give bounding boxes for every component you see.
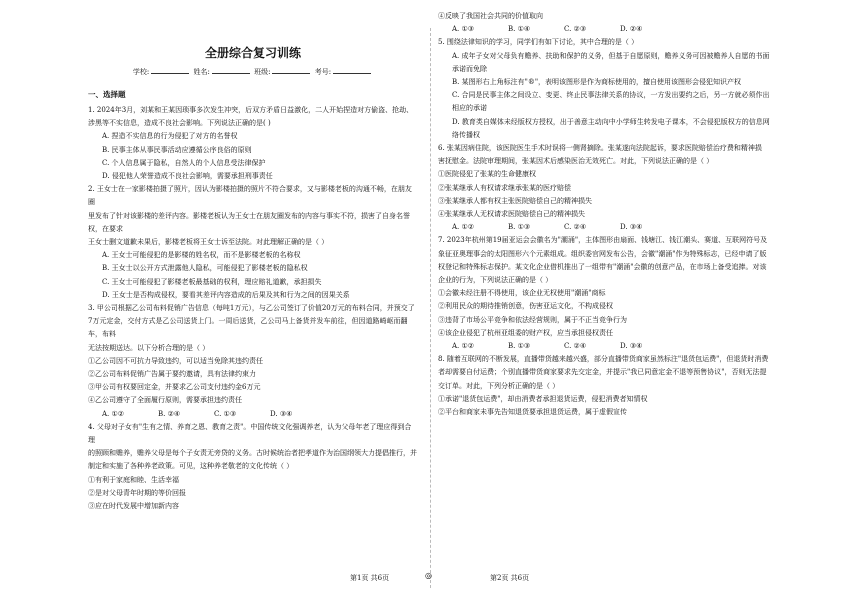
q5-option-c-line-2: 相应的承诺: [452, 104, 487, 113]
name-blank[interactable]: [212, 73, 250, 74]
question-8-line-3: 交订单。对此，下列分析正确的是（ ）: [438, 381, 560, 390]
question-7-line-1: 7. 2023年杭州第19届亚运会会徽名为"潮涌"，主体图形由扇面、钱塘江、钱江潮头、赛道、互联网符号及: [438, 236, 768, 245]
q4-option-c: C. ②③: [564, 25, 587, 34]
question-7-line-4: 企业的行为，下列说法正确的是（ ）: [438, 276, 553, 285]
question-7-line-3: 权登记和特殊标志保护。某文化企业借机推出了一组带有"潮涌"会徽的创意产品，在市场上备受追捧。对该: [438, 262, 767, 271]
q8-item-1: ①承诺"退货包运费"，却由消费者承担退货运费，侵犯消费者知情权: [438, 394, 648, 403]
q1-option-b: B. 民事主体从事民事活动应遵循公序良俗的原则: [102, 145, 252, 154]
q3-option-d: D. ③④: [270, 409, 293, 418]
question-2-line-2: 里发布了针对该影楼的差评内容。影楼老板认为王女士在朋友圈发布的内容与事实不符，损害了自身名誉权，在要求: [88, 211, 410, 233]
q2-option-a: A. 王女士可能侵犯的是影楼的姓名权，而不是影楼老板的名称权: [102, 251, 301, 260]
q4-item-1: ①有利于家庭和睦、生活幸福: [88, 475, 179, 484]
q6-options: [438, 221, 820, 234]
question-3-line-3: 无法按期送达。以下分析合理的是（ ）: [88, 343, 210, 352]
q6-option-b: B. ①③: [508, 223, 531, 232]
q1-option-a: A. 捏造不实信息的行为侵犯了对方的名誉权: [102, 132, 238, 141]
question-8-line-2: 者却需要自付运费；个别直播带货商家要求先交定金，并提示"我已同意定金不退等预售协议"，否则无法提: [438, 368, 767, 377]
q3-item-4: ④乙公司遵守了全面履行原则，需要承担违约责任: [88, 396, 242, 405]
exam-no-blank[interactable]: [333, 73, 371, 74]
question-4-line-1: 4. 父母对子女有"生有之情、养育之恩、教育之责"。中国传统文化强调养老，认为父母年老了理应得到合理: [88, 422, 412, 445]
name-label: 姓名:: [193, 68, 210, 76]
question-3-line-2: 7万元定金，交付方式是乙公司送货上门。一周后送货，乙公司马上备货并发车前往，但因道路崎岖而翻车，布料: [88, 317, 408, 339]
page-number-right: 第2页 共6页: [490, 574, 530, 582]
q4-item-4: ④反映了我国社会共同的价值取向: [438, 12, 543, 20]
q6-item-2: ②张某继承人有权请求继承张某的医疗赔偿: [438, 183, 571, 192]
q7-options: [438, 340, 820, 353]
q2-option-c: C. 王女士可能侵犯了影楼老板最基础的权利，理应赔礼道歉，承担损失: [102, 277, 322, 286]
q7-item-4: ④该企业侵犯了杭州亚组委的财产权，应当承担侵权责任: [438, 328, 613, 337]
q6-option-c: C. ②④: [564, 223, 587, 232]
question-7-line-2: 象征亚奥理事会的太阳图形六个元素组成。组织委官网发布公告，会徽"潮涌"作为特殊标志，已经申请了版: [438, 249, 767, 258]
school-blank[interactable]: [151, 73, 189, 74]
q7-item-1: ①会徽未经注册不得使用，该企业无权使用"潮涌"商标: [438, 289, 606, 298]
page-title: 全册综合复习训练: [204, 46, 301, 60]
q5-option-a-line-1: A. 成年子女对父母负有赡养、扶助和保护的义务，但基于自愿原则，赡养义务可因被赡养人自愿的书面: [452, 51, 770, 60]
question-3-line-1: 3. 甲公司根据乙公司布料促销广告信息（每吨1万元），与乙公司签订了价值20万元的布料合同，并预交了: [88, 304, 415, 313]
section-heading: 一、选择题: [88, 90, 126, 99]
question-4-line-3: 制定和实施了各种养老政策。可见，这种养老敬老的文化传统（ ）: [88, 462, 294, 471]
q5-option-d-line-1: D. 教育类自媒体未经版权方授权，出于善意主动向中小学师生转发电子课本，不会侵犯版权方的信息网: [452, 117, 770, 126]
q7-option-a: A. ①②: [452, 342, 475, 351]
question-4-line-2: 的照顾和赡养，赡养父母是每个子女责无旁贷的义务。古时候统治者把孝道作为治国纲领大力提倡推行，并: [88, 449, 417, 458]
student-info-fields: [88, 67, 418, 77]
exam-no-label: 考号:: [314, 68, 332, 76]
q6-item-1: ①医院侵犯了张某的生命健康权: [438, 170, 536, 179]
q6-option-a: A. ①②: [452, 223, 475, 232]
q6-item-4: ④张某继承人无权请求医院赔偿自己的精神损失: [438, 210, 585, 219]
q4-option-d: D. ②④: [620, 25, 643, 34]
q1-option-d: D. 侵犯他人荣誉造成不良社会影响，需要承担刑事责任: [102, 172, 273, 181]
page-number-left: 第1页 共6页: [350, 574, 390, 582]
question-2-line-3: 王女士删文道歉未果后，影楼老板将王女士诉至法院。对此理解正确的是（ ）: [88, 238, 329, 247]
q5-option-d-line-2: 络传播权: [452, 130, 480, 139]
q6-option-d: D. ③④: [620, 223, 643, 232]
question-6-line-1: 6. 张某因病住院，该医院医生手术时误将一侧肾摘除。张某遂向法院起诉，要求医院赔偿治疗费和精神损: [438, 144, 762, 153]
class-label: 班级:: [254, 68, 271, 76]
question-1: 1. 2024年3月，刘某和王某因琐事多次发生冲突，后双方矛盾日益激化，二人开始捏造对方偷盗、抢劫、涉黑等不实信息，造成不良社会影响。下列说法正确的是( ): [88, 106, 414, 128]
q7-option-c: C. ②④: [564, 342, 587, 351]
q3-option-a: A. ①②: [102, 409, 125, 418]
question-5: 5. 围绕法律知识的学习，同学们有如下讨论，其中合理的是（ ）: [438, 38, 639, 47]
q5-option-b: B. 某图形右上角标注有"®"，表明该图形是作为商标使用的，擅自使用该图形会侵犯知识产权: [452, 78, 742, 87]
q3-option-b: B. ②④: [158, 409, 181, 418]
q5-option-c-line-1: C. 合同是民事主体之间设立、变更、终止民事法律关系的协议，一方发出要约之后，另一方就必须作出: [452, 91, 770, 100]
question-6-line-2: 害抚慰金。法院审理期间，张某因术后感染医治无效死亡。对此，下列说法正确的是（ ）: [438, 157, 714, 166]
q7-item-2: ②利用民众的期待推销创意，伤害亚运文化，不构成侵权: [438, 302, 613, 311]
question-2-line-1: 2. 王女士在一家影楼拍摄了照片，因认为影楼拍摄的照片不符合要求，又与影楼老板的沟通不畅，在朋友圈: [88, 185, 412, 207]
q7-option-b: B. ①③: [508, 342, 531, 351]
q3-item-2: ②乙公司布料促销广告属于要约邀请，具有法律约束力: [88, 370, 256, 379]
q4-item-3: ③应在时代发展中增加新内容: [88, 502, 179, 511]
q6-item-3: ③张某继承人都有权主张医院赔偿自己的精神损失: [438, 196, 592, 205]
q4-option-a: A. ①③: [452, 25, 475, 34]
right-page: [430, 0, 860, 608]
class-blank[interactable]: [272, 73, 310, 74]
q7-item-3: ③违背了市场公平竞争和依法经营规则，属于不正当竞争行为: [438, 315, 627, 324]
q7-option-d: D. ③④: [620, 342, 643, 351]
q2-option-d: D. 王女士是否构成侵权，要看其差评内容造成的后果及其和行为之间的因果关系: [102, 290, 350, 299]
q4-options: [438, 23, 820, 36]
q3-options: [88, 408, 418, 421]
q3-item-3: ③甲公司有权要回定金，并要求乙公司支付违约金6万元: [88, 383, 261, 392]
q2-option-b: B. 王女士以公开方式泄露他人隐私，可能侵犯了影楼老板的隐私权: [102, 264, 308, 273]
q3-item-1: ①乙公司因不可抗力导致违约，可以适当免除其违约责任: [88, 356, 263, 365]
q4-item-2: ②是对父母青年时期的等价回报: [88, 488, 186, 497]
school-label: 学校:: [132, 68, 150, 76]
q5-option-a-line-2: 承诺而免除: [452, 64, 487, 73]
q4-option-b: B. ①④: [508, 25, 531, 34]
q8-item-2: ②平台和商家未事先告知退货要承担退货运费，属于虚假宣传: [438, 408, 627, 417]
question-8-line-1: 8. 随着互联网的不断发展，直播带货越来越兴盛，部分直播带货商家虽然标注"退货包运费"，但退货时消费: [438, 355, 769, 364]
q3-option-c: C. ①③: [214, 409, 237, 418]
q1-option-c: C. 个人信息属于隐私，自然人的个人信息受法律保护: [102, 158, 266, 167]
seal-icon: ◎: [425, 571, 432, 580]
